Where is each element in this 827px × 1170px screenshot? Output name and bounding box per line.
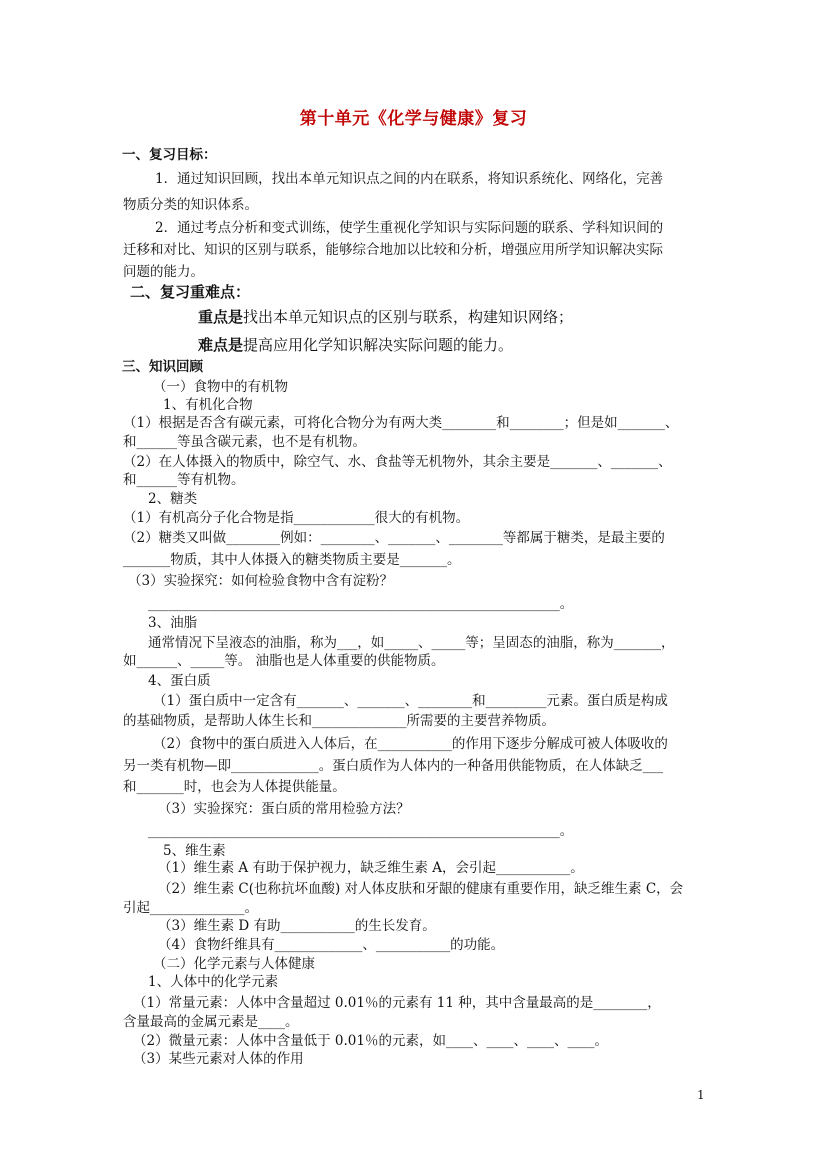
paragraph-line: （1）有机高分子化合物是指____________很大的有机物。 xyxy=(123,510,470,526)
section-heading-review: 三、知识回顾 xyxy=(122,359,203,375)
paragraph-line: （2）在人体摄入的物质中，除空气、水、食盐等无机物外，其余主要是_______、_______、 xyxy=(123,454,672,470)
paragraph-line: （3）维生素 D 有助___________的生长发育。 xyxy=(158,918,436,934)
paragraph-line: 迁移和对比、知识的区别与联系，能够综合地加以比较和分析，增强应用所学知识解决实际 xyxy=(123,242,663,258)
item-heading: 4、蛋白质 xyxy=(148,673,211,689)
page-number: 1 xyxy=(697,1088,705,1102)
item-heading: 2、糖类 xyxy=(148,491,198,507)
key-point-text: 找出本单元知识点的区别与联系，构建知识网络； xyxy=(243,308,574,326)
document-title: 第十单元《化学与健康》复习 xyxy=(299,109,528,129)
paragraph-line: 和______等虽含碳元素，也不是有机物。 xyxy=(123,434,366,450)
paragraph-line: （2）食物中的蛋白质进入人体后，在___________的作用下逐步分解成可被人体吸收的 xyxy=(153,736,668,752)
paragraph-line: 2．通过考点分析和变式训练，使学生重视化学知识与实际问题的联系、学科知识间的 xyxy=(128,220,664,236)
paragraph-line: 另一类有机物—即_____________。蛋白质作为人体内的一种备用供能物质，在人体缺乏___ xyxy=(123,758,663,774)
section-heading-key-points: 二、复习重难点： xyxy=(130,283,251,301)
paragraph-line: （1）常量元素：人体中含量超过 0.01％的元素有 11 种，其中含量最高的是________， xyxy=(133,995,661,1011)
paragraph-line: 问题的能力。 xyxy=(123,264,204,280)
paragraph-line: 的基础物质，是帮助人体生长和______________所需要的主要营养物质。 xyxy=(123,713,555,729)
paragraph-line: 如______、_____等。 油脂也是人体重要的供能物质。 xyxy=(123,653,445,669)
paragraph-line: 1．通过知识回顾，找出本单元知识点之间的内在联系，将知识系统化、网络化，完善 xyxy=(128,171,664,187)
item-heading: 1、人体中的化学元素 xyxy=(148,974,279,990)
paragraph-line: （3）某些元素对人体的作用 xyxy=(133,1051,304,1067)
paragraph-line: （2）微量元素：人体中含量低于 0.01％的元素，如____、____、____、____。 xyxy=(133,1033,608,1049)
paragraph-line: （4）食物纤维具有_____________、___________的功能。 xyxy=(158,937,505,953)
item-heading: 3、油脂 xyxy=(148,615,198,631)
paragraph-line: （2）维生素 C(也称抗坏血酸) 对人体皮肤和牙龈的健康有重要作用，缺乏维生素 C，会 xyxy=(158,881,684,897)
paragraph-line: （3）实验探究：蛋白质的常用检验方法？ xyxy=(158,801,410,817)
paragraph-line: 含量最高的金属元素是____。 xyxy=(123,1014,299,1030)
paragraph-line: （3）实验探究：如何检验食物中含有淀粉？ xyxy=(128,573,394,589)
paragraph-line: 通常情况下呈液态的油脂，称为___，如_____、_____等；呈固态的油脂，称为_______， xyxy=(148,635,675,651)
subsection-heading: （一）食物中的有机物 xyxy=(153,379,288,395)
paragraph-line: 和_______时，也会为人体提供能量。 xyxy=(123,779,346,795)
item-heading: 1、有机化合物 xyxy=(163,397,253,413)
item-heading: 5、维生素 xyxy=(163,843,226,859)
paragraph-line: （1）蛋白质中一定含有_______、_______、________和_________元素。蛋白质是构成 xyxy=(153,693,668,709)
answer-blank-line: _____________________________________________________________。 xyxy=(148,823,574,839)
key-point-label: 重点是 xyxy=(198,308,244,326)
subsection-heading: （二）化学元素与人体健康 xyxy=(153,956,315,972)
paragraph-line: （1）根据是否含有碳元素，可将化合物分为有两大类________和________；但是如_______、 xyxy=(123,415,679,431)
paragraph-line: 物质分类的知识体系。 xyxy=(123,197,258,213)
section-heading-objectives: 一、复习目标： xyxy=(122,147,217,163)
difficult-point-label: 难点是 xyxy=(198,336,244,354)
paragraph-line: 引起______________。 xyxy=(123,900,258,916)
key-point-line xyxy=(198,308,573,326)
answer-blank-line: _____________________________________________________________。 xyxy=(148,596,574,612)
paragraph-line: （2）糖类又叫做________例如：________、_______、________等都属于糖类，是最主要的 xyxy=(123,530,665,546)
difficult-point-line xyxy=(198,336,513,354)
paragraph-line: 和______等有机物。 xyxy=(123,472,245,488)
paragraph-line: _______物质，其中人体摄入的糖类物质主要是_______。 xyxy=(123,552,461,568)
difficult-point-text: 提高应用化学知识解决实际问题的能力。 xyxy=(243,336,514,354)
paragraph-line: （1）维生素 A 有助于保护视力，缺乏维生素 A，会引起___________。 xyxy=(158,860,584,876)
